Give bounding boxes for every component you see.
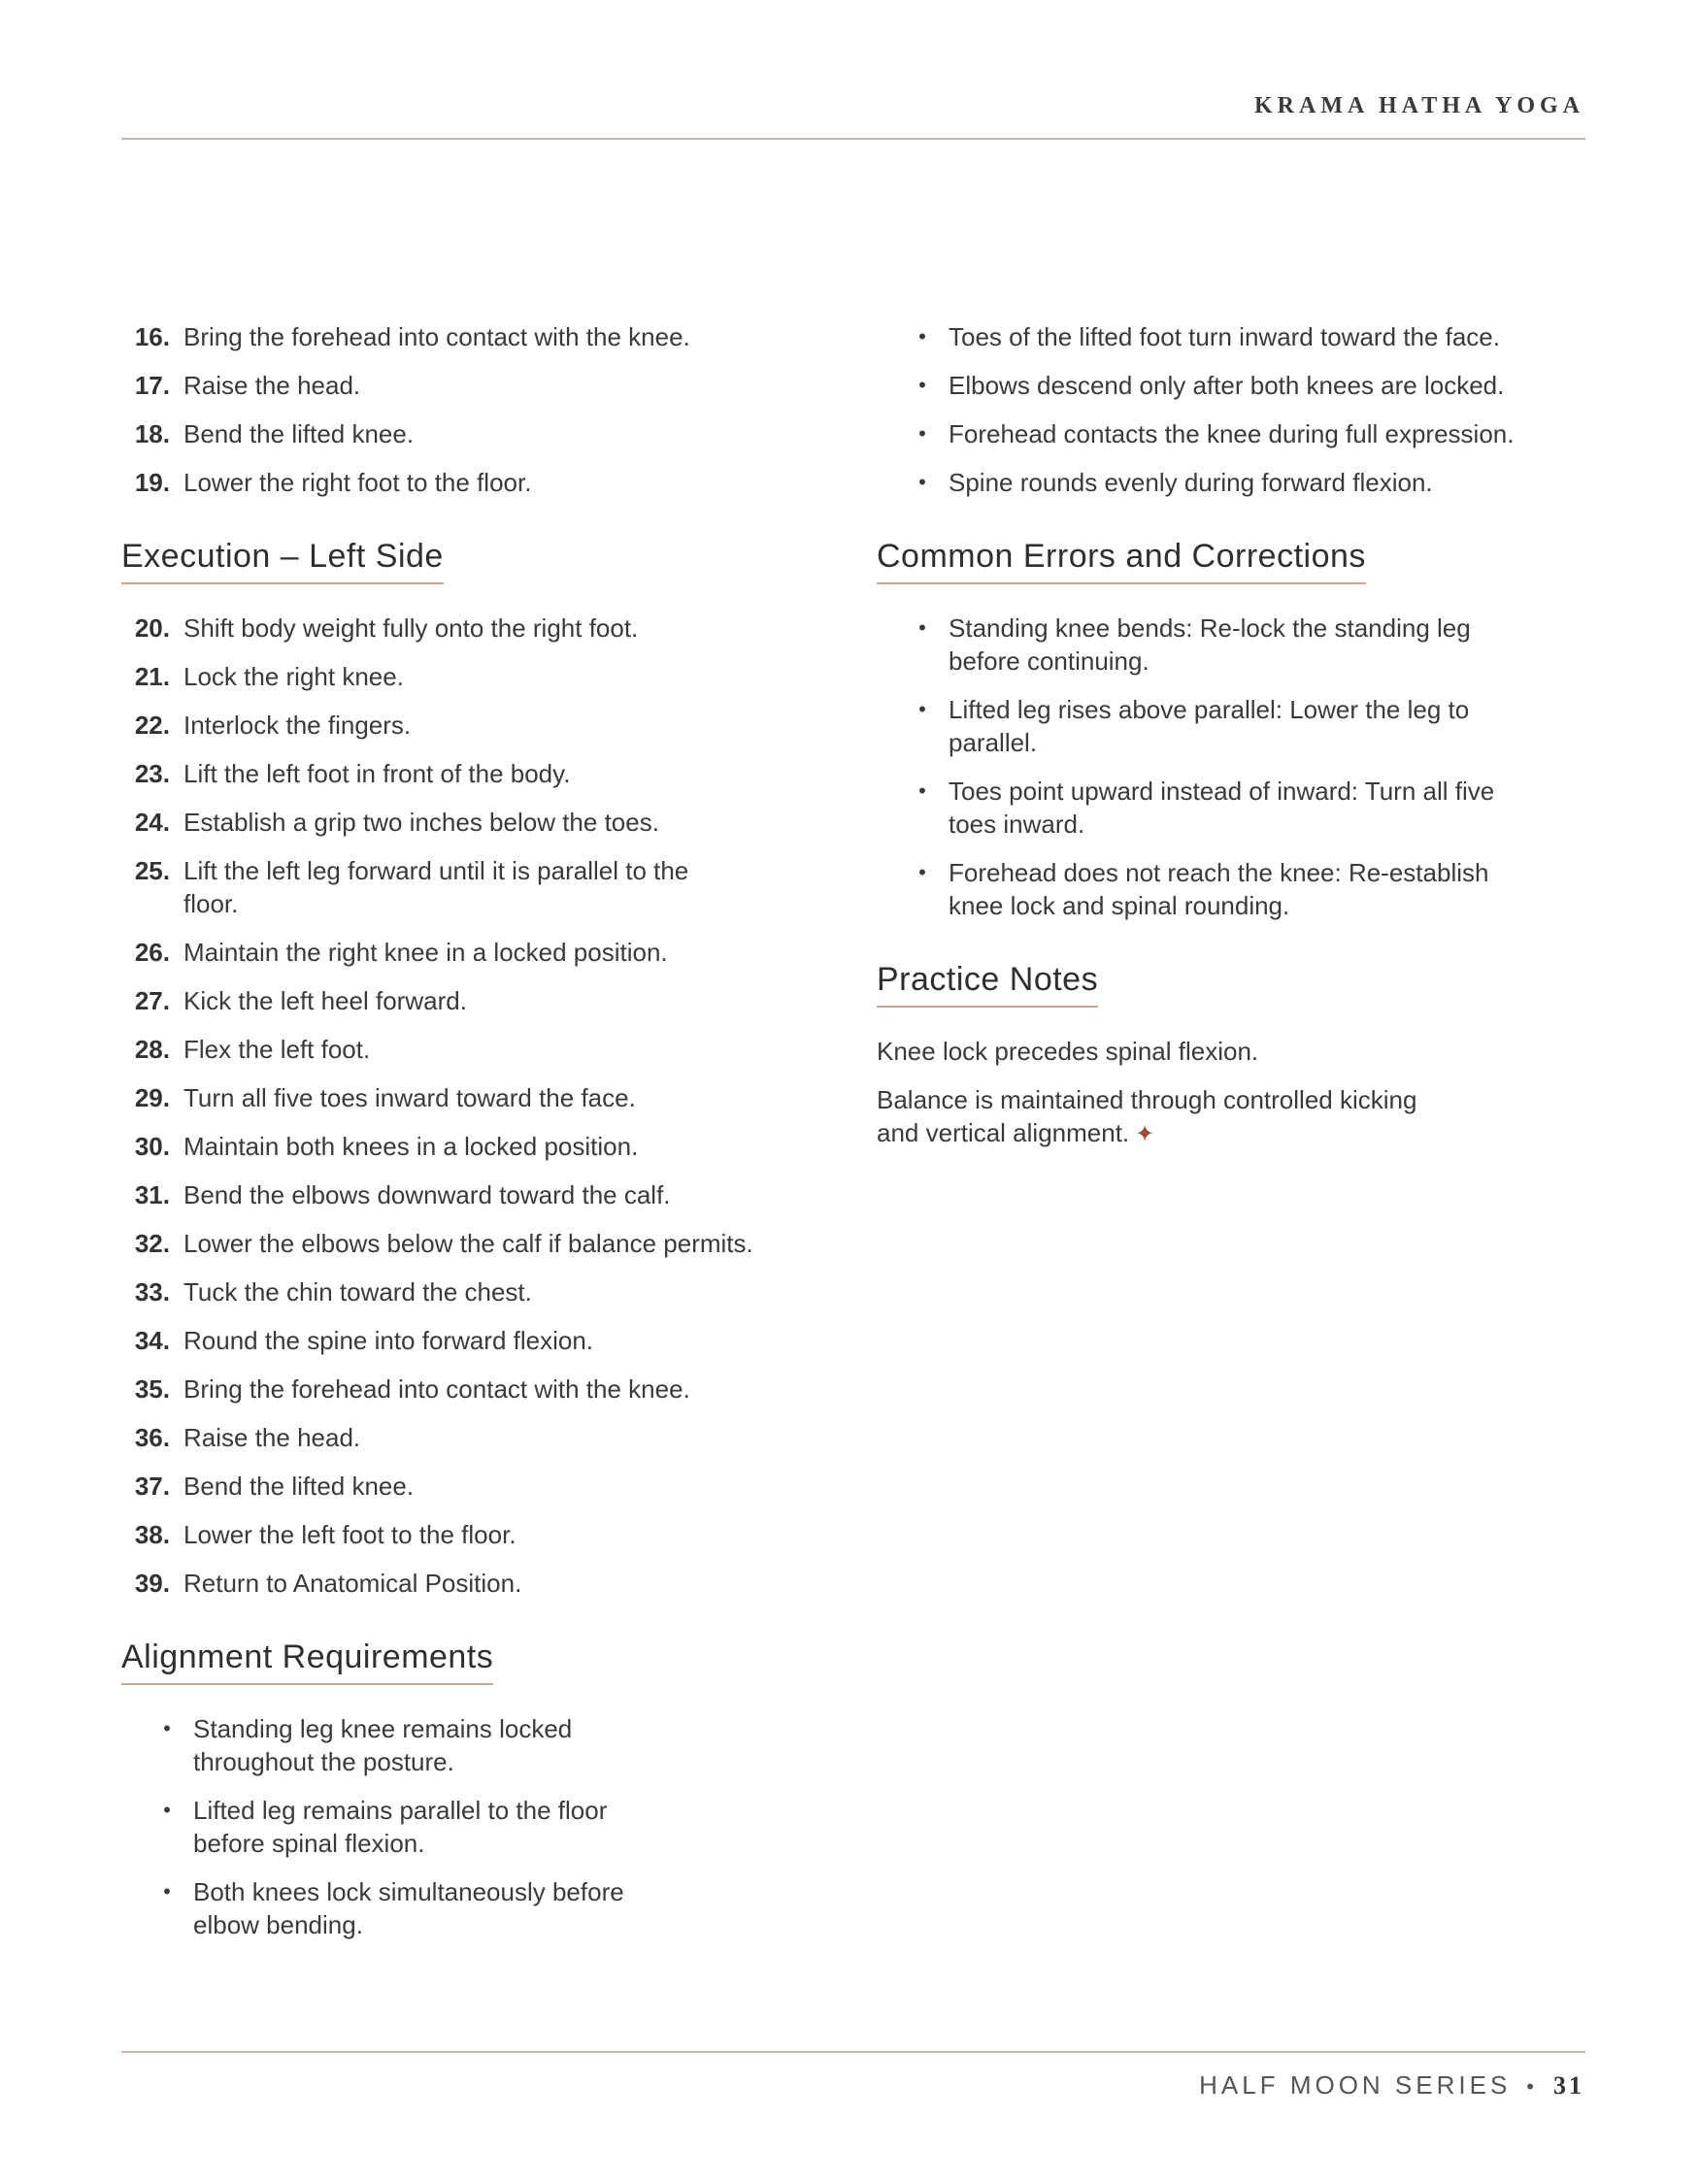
list-item — [121, 1081, 830, 1114]
step-text: Lower the left foot to the floor. — [183, 1520, 516, 1549]
step-text: Turn all five toes inward toward the face. — [183, 1083, 636, 1112]
section-heading-alignment: Alignment Requirements — [121, 1637, 493, 1685]
step-number: 18. — [134, 419, 170, 448]
page-footer — [1199, 2070, 1584, 2101]
step-number: 34. — [134, 1326, 170, 1355]
list-item — [121, 1470, 830, 1503]
step-number: 23. — [134, 759, 170, 788]
list-item — [877, 612, 1517, 678]
list-item — [121, 936, 830, 969]
step-number: 16. — [134, 322, 170, 351]
alignment-list-continued — [877, 320, 1595, 499]
step-number: 32. — [134, 1229, 170, 1258]
errors-section — [877, 536, 1595, 584]
bullet-text: Forehead does not reach the knee: Re-establish knee lock and spinal rounding. — [949, 858, 1489, 920]
errors-list — [877, 612, 1595, 922]
step-text: Lower the elbows below the calf if balance permits. — [183, 1229, 753, 1258]
note-text: Balance is maintained through controlled kicking and vertical alignment. — [877, 1085, 1417, 1147]
step-text: Bring the forehead into contact with the knee. — [183, 322, 690, 351]
list-item — [121, 369, 830, 402]
step-text: Bend the lifted knee. — [183, 1472, 415, 1501]
section-heading-errors: Common Errors and Corrections — [877, 536, 1366, 584]
bullet-icon: • — [918, 860, 926, 884]
bullet-icon: • — [163, 1716, 171, 1740]
right-column — [877, 320, 1595, 1167]
step-number: 27. — [134, 986, 170, 1015]
note-paragraph — [877, 1083, 1459, 1151]
series-name: HALF MOON SERIES — [1199, 2070, 1512, 2100]
step-number: 26. — [134, 938, 170, 967]
step-number: 39. — [134, 1569, 170, 1598]
page-number: 31 — [1553, 2071, 1584, 2100]
step-number: 37. — [134, 1472, 170, 1501]
list-item — [121, 1794, 665, 1860]
step-text: Raise the head. — [183, 371, 361, 400]
step-text: Maintain the right knee in a locked position. — [183, 938, 668, 967]
list-item — [121, 1033, 830, 1066]
section-heading-execution-left: Execution – Left Side — [121, 536, 444, 584]
step-text: Establish a grip two inches below the toes. — [183, 808, 659, 837]
bullet-icon: • — [918, 778, 926, 803]
list-item — [121, 1324, 830, 1357]
step-text: Raise the head. — [183, 1423, 361, 1452]
step-text: Kick the left heel forward. — [183, 986, 467, 1015]
list-item — [121, 1421, 830, 1454]
practice-notes — [877, 1035, 1595, 1151]
running-header: KRAMA HATHA YOGA — [1253, 93, 1584, 118]
list-item — [121, 1712, 665, 1778]
header-rule — [121, 138, 1585, 140]
bullet-icon: • — [918, 324, 926, 348]
list-item — [877, 693, 1517, 759]
alignment-list — [121, 1712, 830, 1941]
list-item — [121, 1178, 830, 1211]
step-number: 29. — [134, 1083, 170, 1112]
step-number: 38. — [134, 1520, 170, 1549]
step-number: 33. — [134, 1277, 170, 1307]
list-item — [121, 466, 830, 499]
bullet-icon: • — [163, 1879, 171, 1903]
step-number: 30. — [134, 1132, 170, 1161]
step-text: Tuck the chin toward the chest. — [183, 1277, 532, 1307]
list-item — [121, 854, 830, 920]
step-text: Bend the elbows downward toward the calf. — [183, 1180, 671, 1209]
list-item — [877, 775, 1517, 841]
step-text: Lower the right foot to the floor. — [183, 468, 532, 497]
list-item — [121, 984, 830, 1017]
step-number: 21. — [134, 662, 170, 691]
list-item — [877, 856, 1517, 922]
steps-list-right-side — [121, 320, 830, 499]
alignment-section — [121, 1637, 830, 1685]
list-item — [877, 320, 1595, 353]
bullet-text: Lifted leg rises above parallel: Lower the leg to parallel. — [949, 695, 1470, 757]
execution-left-section — [121, 536, 830, 584]
list-item — [121, 660, 830, 693]
step-text: Lift the left leg forward until it is parallel to the floor. — [183, 856, 689, 918]
step-text: Lock the right knee. — [183, 662, 404, 691]
step-text: Bring the forehead into contact with the knee. — [183, 1374, 690, 1404]
step-number: 17. — [134, 371, 170, 400]
practice-notes-section — [877, 959, 1595, 1008]
list-item — [121, 417, 830, 450]
list-item — [121, 1275, 830, 1308]
step-text: Return to Anatomical Position. — [183, 1569, 522, 1598]
step-text: Lift the left foot in front of the body. — [183, 759, 571, 788]
step-number: 36. — [134, 1423, 170, 1452]
bullet-text: Toes of the lifted foot turn inward toward the face. — [949, 322, 1500, 351]
step-text: Maintain both knees in a locked position. — [183, 1132, 639, 1161]
list-item — [121, 709, 830, 742]
step-text: Interlock the fingers. — [183, 711, 412, 740]
list-item — [121, 1567, 830, 1600]
bullet-text: Lifted leg remains parallel to the floor before spinal flexion. — [193, 1796, 608, 1858]
step-number: 31. — [134, 1180, 170, 1209]
list-item — [121, 1373, 830, 1406]
list-item — [877, 369, 1595, 402]
bullet-text: Standing leg knee remains locked throughout the posture. — [193, 1714, 573, 1776]
bullet-text: Forehead contacts the knee during full expression. — [949, 419, 1515, 448]
steps-list-left-side — [121, 612, 830, 1600]
step-number: 28. — [134, 1035, 170, 1064]
step-number: 25. — [134, 856, 170, 885]
step-text: Bend the lifted knee. — [183, 419, 415, 448]
list-item — [877, 466, 1595, 499]
list-item — [121, 1227, 830, 1260]
footer-separator: • — [1526, 2074, 1538, 2099]
step-number: 20. — [134, 613, 170, 643]
list-item — [121, 1518, 830, 1551]
list-item — [121, 757, 830, 790]
bullet-icon: • — [918, 470, 926, 494]
step-number: 35. — [134, 1374, 170, 1404]
list-item — [121, 1130, 830, 1163]
section-heading-practice-notes: Practice Notes — [877, 959, 1098, 1008]
bullet-icon: • — [918, 421, 926, 446]
list-item — [121, 612, 830, 645]
step-text: Flex the left foot. — [183, 1035, 371, 1064]
note-paragraph: Knee lock precedes spinal flexion. — [877, 1037, 1259, 1066]
step-number: 24. — [134, 808, 170, 837]
list-item — [877, 417, 1595, 450]
bullet-text: Toes point upward instead of inward: Turn all five toes inward. — [949, 777, 1495, 839]
step-number: 19. — [134, 468, 170, 497]
list-item — [121, 320, 830, 353]
bullet-text: Standing knee bends: Re-lock the standing leg before continuing. — [949, 613, 1471, 676]
bullet-text: Elbows descend only after both knees are locked. — [949, 371, 1505, 400]
bullet-icon: • — [163, 1798, 171, 1822]
bullet-icon: • — [918, 615, 926, 640]
step-number: 22. — [134, 711, 170, 740]
step-text: Shift body weight fully onto the right foot. — [183, 613, 639, 643]
bullet-text: Spine rounds evenly during forward flexion. — [949, 468, 1433, 497]
end-mark-icon: ✦ — [1135, 1121, 1155, 1147]
left-column — [121, 320, 830, 1957]
footer-rule — [121, 2051, 1585, 2053]
bullet-icon: • — [918, 373, 926, 397]
step-text: Round the spine into forward flexion. — [183, 1326, 594, 1355]
bullet-icon: • — [918, 697, 926, 721]
list-item — [121, 806, 830, 839]
bullet-text: Both knees lock simultaneously before elbow bending. — [193, 1877, 624, 1939]
list-item — [121, 1875, 665, 1941]
